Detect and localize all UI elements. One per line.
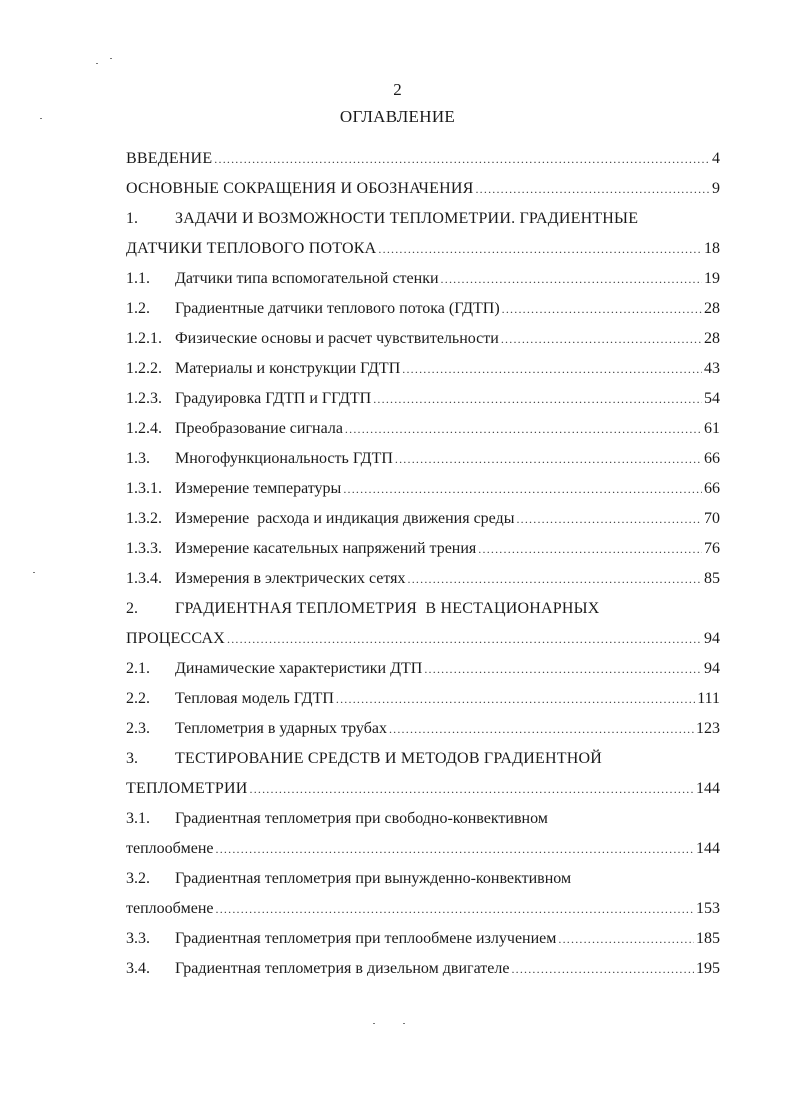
toc-entry-text: Градиентная теплометрия при теплообмене излучением (175, 930, 557, 947)
toc-entry-number: 1.3.3. (126, 540, 162, 557)
toc-entry-text: Измерения в электрических сетях (175, 570, 406, 587)
toc-leader-dots (216, 899, 694, 919)
toc-leader-dots (511, 959, 694, 979)
toc-entry-number: 1.3.2. (126, 510, 162, 527)
scan-speck (110, 58, 112, 59)
toc-leader-dots (343, 479, 702, 499)
toc-entry (126, 891, 720, 921)
toc-entry (126, 141, 720, 171)
toc-entry-page: 144 (696, 780, 720, 797)
toc-chapter-heading (126, 741, 720, 771)
toc-entry-page: 111 (697, 690, 720, 707)
toc-entry-number: 1.1. (126, 270, 150, 287)
toc-entry (126, 261, 720, 291)
toc-entry-number: 2.1. (126, 660, 150, 677)
toc-leader-dots (402, 359, 702, 379)
toc-leader-dots (395, 449, 702, 469)
toc-entry (126, 441, 720, 471)
toc-entry-number: 3.1. (126, 810, 150, 827)
toc-entry-page: 144 (696, 840, 720, 857)
toc-entry-text: теплообмене (126, 900, 214, 917)
toc-entry-text: теплообмене (126, 840, 214, 857)
toc-entry-page: 61 (704, 420, 720, 437)
toc-entry-page: 28 (704, 300, 720, 317)
toc-entry (126, 381, 720, 411)
toc-leader-dots (389, 719, 694, 739)
toc-entry-text: Динамические характеристики ДТП (175, 660, 423, 677)
toc-leader-dots (441, 269, 702, 289)
toc-entry-text: Теплометрия в ударных трубах (175, 720, 387, 737)
toc-entry-text: Преобразование сигнала (175, 420, 343, 437)
toc-entry-number: 3.3. (126, 930, 150, 947)
toc-entry-text: ВВЕДЕНИЕ (126, 150, 213, 167)
toc-entry-text: Измерение температуры (175, 480, 342, 497)
toc-entry-number: 3.4. (126, 960, 150, 977)
toc-entry-page: 94 (704, 630, 720, 647)
toc-entry-page: 43 (704, 360, 720, 377)
toc-entry-number: 1.3.4. (126, 570, 162, 587)
toc-entry-text: ОСНОВНЫЕ СОКРАЩЕНИЯ И ОБОЗНАЧЕНИЯ (126, 180, 474, 197)
toc-entry-text: Градуировка ГДТП и ГГДТП (175, 390, 372, 407)
toc-leader-dots (516, 509, 702, 529)
toc-entry-text: ДАТЧИКИ ТЕПЛОВОГО ПОТОКА (126, 240, 377, 257)
toc-leader-dots (216, 839, 694, 859)
toc-leader-dots (214, 149, 710, 169)
toc-entry-text: Градиентные датчики теплового потока (ГДТП) (175, 300, 500, 317)
toc-entry-page: 66 (704, 450, 720, 467)
toc-entry-number: 1.3. (126, 450, 150, 467)
toc-entry-text: ТЕПЛОМЕТРИИ (126, 780, 248, 797)
toc-entry-page: 9 (712, 180, 720, 197)
toc-entry-text: Датчики типа вспомогательной стенки (175, 270, 439, 287)
toc-entry (126, 471, 720, 501)
toc-entry-page: 4 (712, 150, 720, 167)
toc-entry (126, 321, 720, 351)
scan-speck (403, 1023, 405, 1024)
toc-entry-page: 70 (704, 510, 720, 527)
toc-entry (126, 681, 720, 711)
toc-entry (126, 921, 720, 951)
toc-entry-page: 185 (696, 930, 720, 947)
toc-entry-page: 18 (704, 240, 720, 257)
toc-entry-number: 2. (126, 600, 138, 617)
toc-entry-page: 19 (704, 270, 720, 287)
toc-entry-page: 66 (704, 480, 720, 497)
toc-entry-text: Тепловая модель ГДТП (175, 690, 334, 707)
toc-entry (126, 861, 720, 891)
toc-entry-page: 123 (696, 720, 720, 737)
toc-entry-text: ТЕСТИРОВАНИЕ СРЕДСТВ И МЕТОДОВ ГРАДИЕНТНОЙ (175, 750, 602, 767)
toc-entry-number: 1.2. (126, 300, 150, 317)
toc-entry-number: 1.2.1. (126, 330, 162, 347)
toc-entry-number: 3. (126, 750, 138, 767)
toc-entry-text: Многофункциональность ГДТП (175, 450, 393, 467)
toc-entry-text: Градиентная теплометрия в дизельном двигателе (175, 960, 510, 977)
toc-entry (126, 711, 720, 741)
toc-entry-text: Градиентная теплометрия при свободно-конвективном (175, 810, 548, 827)
toc-entry-number: 1.3.1. (126, 480, 162, 497)
toc-chapter-heading (126, 201, 720, 231)
toc-leader-dots (336, 689, 695, 709)
toc-entry-text: Физические основы и расчет чувствительности (175, 330, 499, 347)
page-number: 2 (393, 80, 402, 99)
toc-entry (126, 231, 720, 261)
toc-entry-text: ЗАДАЧИ И ВОЗМОЖНОСТИ ТЕПЛОМЕТРИИ. ГРАДИЕНТНЫЕ (175, 210, 639, 227)
toc-leader-dots (373, 389, 702, 409)
toc-entry (126, 801, 720, 831)
toc-entry (126, 831, 720, 861)
toc-entry (126, 621, 720, 651)
toc-entry-number: 1.2.4. (126, 420, 162, 437)
toc-leader-dots (345, 419, 702, 439)
toc-entry-page: 94 (704, 660, 720, 677)
toc-entry-text: ПРОЦЕССАХ (126, 630, 225, 647)
toc-leader-dots (558, 929, 694, 949)
toc-entry (126, 651, 720, 681)
toc-leader-dots (502, 299, 702, 319)
toc-entry (126, 171, 720, 201)
toc-entry (126, 411, 720, 441)
toc-title: ОГЛАВЛЕНИЕ (339, 107, 456, 126)
toc-leader-dots (227, 629, 702, 649)
toc-entry-number: 2.3. (126, 720, 150, 737)
toc-leader-dots (501, 329, 702, 349)
toc-entry-page: 85 (704, 570, 720, 587)
toc-entry-number: 3.2. (126, 870, 150, 887)
toc-leader-dots (378, 239, 702, 259)
toc-entry (126, 951, 720, 981)
toc-leader-dots (424, 659, 702, 679)
toc-entry-text: Градиентная теплометрия при вынужденно-конвективном (175, 870, 572, 887)
table-of-contents (126, 141, 720, 981)
toc-leader-dots (408, 569, 702, 589)
toc-chapter-heading (126, 591, 720, 621)
toc-entry-page: 195 (696, 960, 720, 977)
toc-entry-page: 153 (696, 900, 720, 917)
scan-speck (40, 118, 42, 119)
toc-entry-text: Измерение касательных напряжений трения (175, 540, 477, 557)
toc-entry-number: 2.2. (126, 690, 150, 707)
toc-leader-dots (250, 779, 695, 799)
toc-entry-text: ГРАДИЕНТНАЯ ТЕПЛОМЕТРИЯ В НЕСТАЦИОНАРНЫХ (175, 600, 600, 617)
toc-entry-number: 1.2.2. (126, 360, 162, 377)
toc-entry (126, 351, 720, 381)
scan-speck (373, 1023, 375, 1024)
toc-leader-dots (475, 179, 710, 199)
toc-entry-text: Материалы и конструкции ГДТП (175, 360, 401, 377)
scan-speck (96, 63, 98, 64)
toc-entry (126, 771, 720, 801)
toc-entry-text: Измерение расхода и индикация движения среды (175, 510, 515, 527)
toc-entry (126, 291, 720, 321)
toc-leader-dots (478, 539, 702, 559)
toc-entry-number: 1.2.3. (126, 390, 162, 407)
toc-entry (126, 501, 720, 531)
toc-entry (126, 561, 720, 591)
toc-entry-number: 1. (126, 210, 138, 227)
toc-entry-page: 54 (704, 390, 720, 407)
scan-speck (33, 572, 35, 573)
toc-entry-page: 28 (704, 330, 720, 347)
toc-entry (126, 531, 720, 561)
toc-entry-page: 76 (704, 540, 720, 557)
